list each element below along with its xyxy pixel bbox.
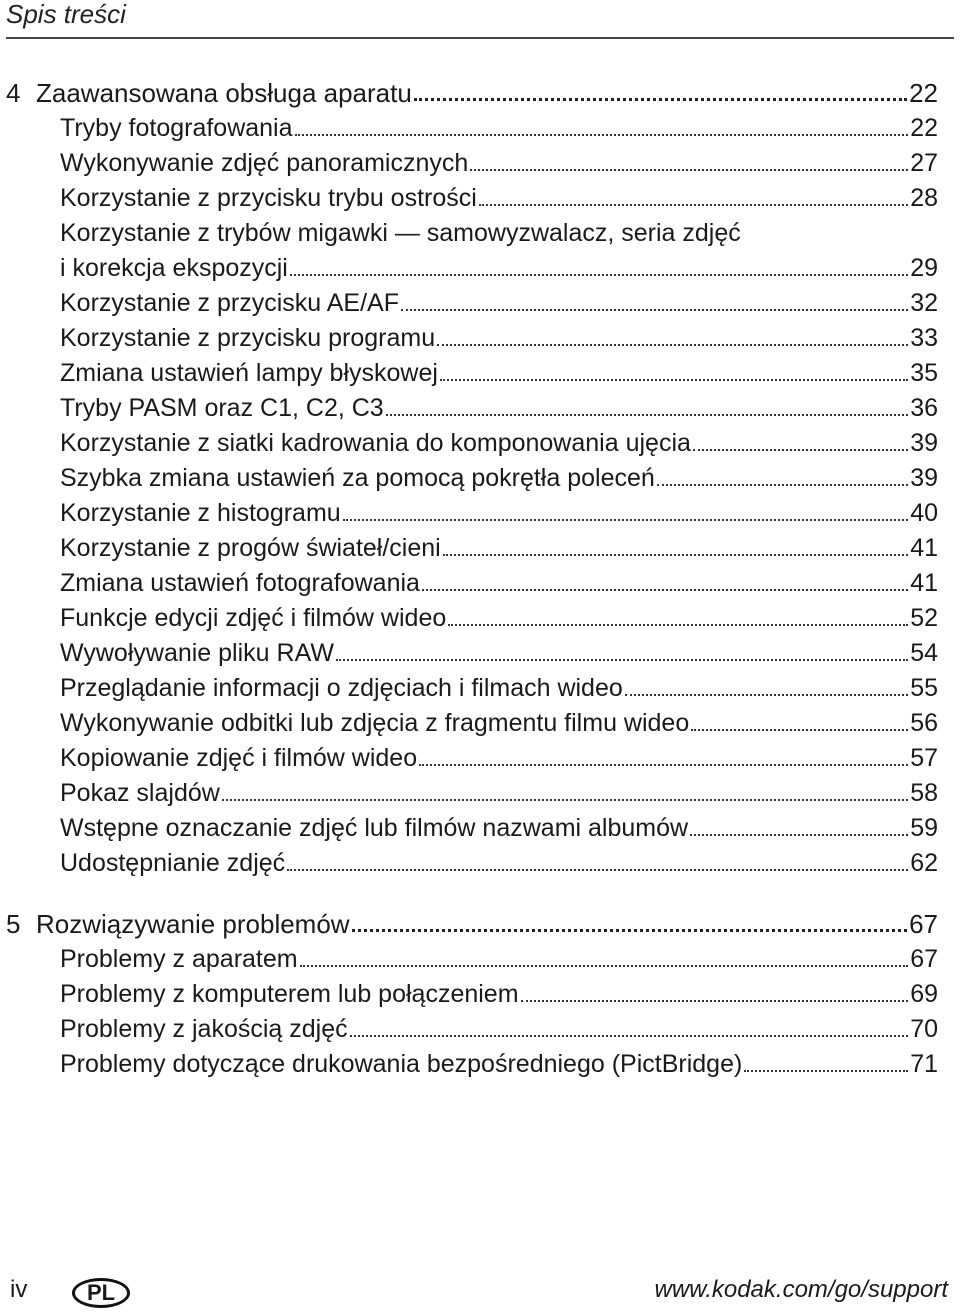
page-ref: 22 (910, 114, 938, 142)
entry-title: Wykonywanie odbitki lub zdjęcia z fragmentu filmu wideo (60, 709, 690, 737)
toc-entry[interactable] (60, 1043, 938, 1079)
dot-leader (300, 965, 909, 967)
entry-title: i korekcja ekspozycji (60, 254, 288, 282)
dot-leader (295, 134, 909, 136)
page-ref: 35 (910, 359, 938, 387)
page-ref: 71 (910, 1050, 938, 1078)
entry-title: Korzystanie z histogramu (60, 499, 341, 527)
entry-title: Szybka zmiana ustawień za pomocą pokrętła poleceń (60, 464, 655, 492)
page-ref: 39 (910, 464, 938, 492)
toc-entry[interactable] (60, 212, 938, 248)
entry-title: Zmiana ustawień fotografowania (60, 569, 420, 597)
page-ref: 56 (910, 709, 938, 737)
page-ref: 41 (910, 569, 938, 597)
page-title: Spis treści (6, 0, 126, 29)
toc-entry[interactable] (60, 632, 938, 668)
page-ref: 62 (910, 849, 938, 877)
entry-title: Korzystanie z trybów migawki — samowyzwalacz, seria zdjęć (60, 219, 741, 247)
page-ref: 39 (910, 429, 938, 457)
toc-chapter[interactable] (6, 72, 938, 108)
page-ref: 59 (910, 814, 938, 842)
chapter-number: 4 (6, 78, 21, 108)
page-ref: 58 (910, 779, 938, 807)
entry-title: Udostępnianie zdjęć (60, 849, 286, 877)
dot-leader (422, 589, 908, 591)
entry-title: Wywoływanie pliku RAW (60, 639, 334, 667)
toc-entry[interactable] (60, 107, 938, 143)
entry-title: Problemy z komputerem lub połączeniem (60, 980, 519, 1008)
dot-leader (419, 764, 908, 766)
entry-title: Problemy dotyczące drukowania bezpośredniego (PictBridge) (60, 1050, 743, 1078)
chapter-number: 5 (6, 909, 21, 939)
page-ref: 70 (910, 1015, 938, 1043)
toc-entry[interactable] (60, 177, 938, 213)
page-ref: 29 (910, 254, 938, 282)
page-ref: 54 (910, 639, 938, 667)
dot-leader (440, 379, 908, 381)
entry-title: Problemy z jakością zdjęć (60, 1015, 348, 1043)
page-ref: 40 (910, 499, 938, 527)
support-url[interactable]: www.kodak.com/go/support (654, 1276, 948, 1303)
toc-entry[interactable] (60, 772, 938, 808)
entry-title: Wstępne oznaczanie zdjęć lub filmów nazwami albumów (60, 814, 689, 842)
toc-entry[interactable] (60, 247, 938, 283)
entry-title: Korzystanie z przycisku AE/AF (60, 289, 400, 317)
dot-leader (693, 449, 908, 451)
entry-title: Wykonywanie zdjęć panoramicznych (60, 149, 469, 177)
dot-leader (479, 204, 908, 206)
dot-leader (386, 414, 908, 416)
dot-leader (625, 694, 908, 696)
dot-leader (290, 274, 908, 276)
chapter-title: Rozwiązywanie problemów (36, 909, 350, 939)
dot-leader (352, 929, 908, 932)
entry-title: Korzystanie z siatki kadrowania do komponowania ujęcia (60, 429, 691, 457)
toc-entry[interactable] (60, 282, 938, 318)
toc-entry[interactable] (60, 142, 938, 178)
entry-title: Korzystanie z progów świateł/cieni (60, 534, 441, 562)
dot-leader (414, 98, 907, 101)
header-divider (6, 37, 954, 39)
toc-entry[interactable] (60, 938, 938, 974)
toc-entry[interactable] (60, 352, 938, 388)
toc-entry[interactable] (60, 807, 938, 843)
entry-title: Tryby PASM oraz C1, C2, C3 (60, 394, 384, 422)
page-ref: 22 (909, 78, 938, 108)
page-ref: 41 (910, 534, 938, 562)
entry-title: Funkcje edycji zdjęć i filmów wideo (60, 604, 447, 632)
chapter-title: Zaawansowana obsługa aparatu (36, 78, 412, 108)
toc-entry[interactable] (60, 422, 938, 458)
entry-title: Pokaz slajdów (60, 779, 220, 807)
toc-entry[interactable] (60, 562, 938, 598)
entry-title: Przeglądanie informacji o zdjęciach i filmach wideo (60, 674, 623, 702)
dot-leader (401, 309, 908, 311)
dot-leader (287, 869, 908, 871)
dot-leader (350, 1035, 909, 1037)
page-ref: 67 (909, 909, 938, 939)
toc-entry[interactable] (60, 457, 938, 493)
page-ref: 36 (910, 394, 938, 422)
dot-leader (690, 834, 908, 836)
toc-entry[interactable] (60, 1008, 938, 1044)
toc-entry[interactable] (60, 492, 938, 528)
dot-leader (336, 659, 908, 661)
page-ref: 28 (910, 184, 938, 212)
toc-entry[interactable] (60, 702, 938, 738)
dot-leader (448, 624, 908, 626)
toc-entry[interactable] (60, 597, 938, 633)
toc-entry[interactable] (60, 973, 938, 1009)
toc-chapter[interactable] (6, 903, 938, 939)
dot-leader (521, 1000, 909, 1002)
entry-title: Tryby fotografowania (60, 114, 293, 142)
entry-title: Korzystanie z przycisku programu (60, 324, 436, 352)
toc-entry[interactable] (60, 667, 938, 703)
entry-title: Kopiowanie zdjęć i filmów wideo (60, 744, 418, 772)
page-ref: 32 (910, 289, 938, 317)
entry-title: Zmiana ustawień lampy błyskowej (60, 359, 438, 387)
toc-entry[interactable] (60, 842, 938, 878)
dot-leader (657, 484, 908, 486)
page-ref: 67 (910, 945, 938, 973)
page-ref: 57 (910, 744, 938, 772)
toc-entry[interactable] (60, 737, 938, 773)
dot-leader (437, 344, 908, 346)
dot-leader (691, 729, 908, 731)
toc-entry[interactable] (60, 387, 938, 423)
page-ref: 52 (910, 604, 938, 632)
dot-leader (222, 799, 908, 801)
page-ref: 27 (910, 149, 938, 177)
page-ref: 33 (910, 324, 938, 352)
dot-leader (443, 554, 908, 556)
language-badge: PL (72, 1278, 130, 1308)
dot-leader (744, 1070, 908, 1072)
page-number: iv (10, 1276, 28, 1303)
toc-entry[interactable] (60, 317, 938, 353)
entry-title: Korzystanie z przycisku trybu ostrości (60, 184, 477, 212)
dot-leader (470, 169, 908, 171)
toc-entry[interactable] (60, 527, 938, 563)
dot-leader (343, 519, 909, 521)
page-ref: 55 (910, 674, 938, 702)
entry-title: Problemy z aparatem (60, 945, 298, 973)
page-ref: 69 (910, 980, 938, 1008)
